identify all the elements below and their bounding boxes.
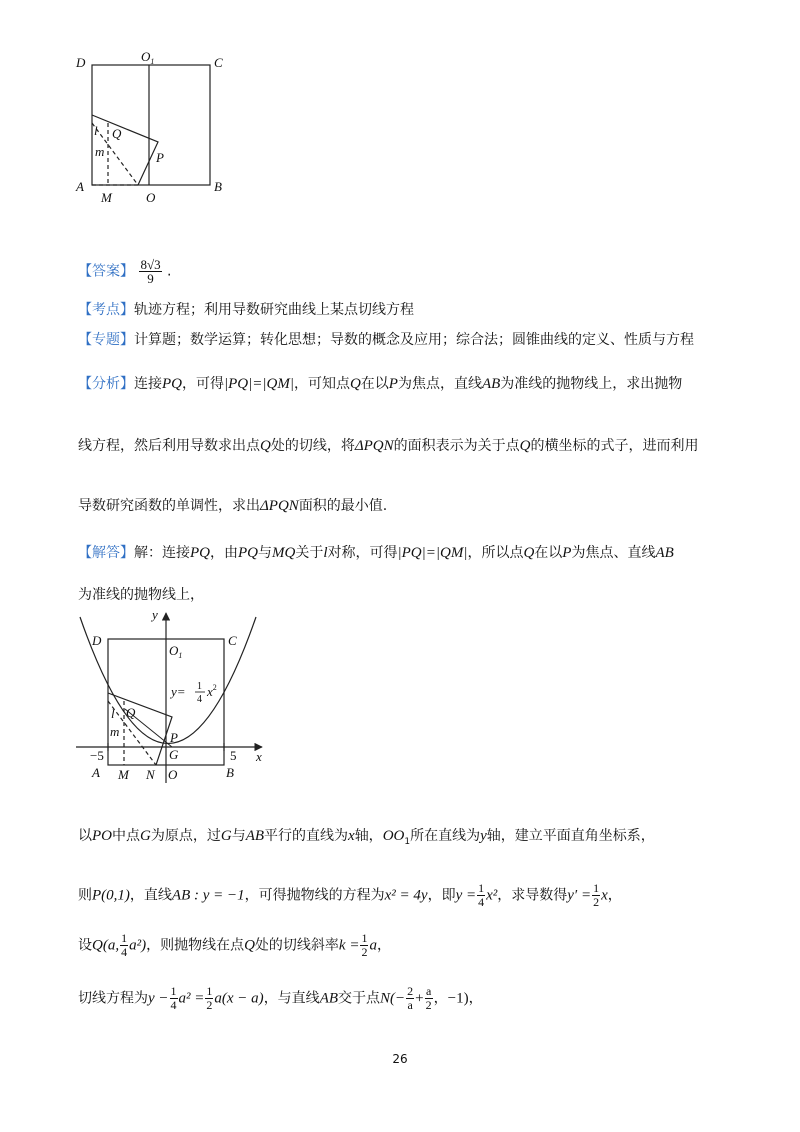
label-m-2: m <box>110 724 120 739</box>
square-abcd <box>92 65 210 185</box>
answer-fraction: $\frac{8√3}{9}$ <box>140 257 161 286</box>
label-N: N <box>146 767 155 782</box>
label-m: m <box>95 144 105 159</box>
label-P: P <box>156 150 164 165</box>
label-minus-5: −5 <box>90 748 104 763</box>
fenxi-line-1: 【分析】连接PQ，可得|PQ|=|QM|，可知点Q在以P为焦点，直线AB为准线的抛物线上，求出抛物 <box>78 376 683 392</box>
label-A: A <box>76 179 84 194</box>
label-B: B <box>214 179 222 194</box>
fenxi-line-3: 导数研究函数的单调性，求出ΔPQN面积的最小值. <box>78 498 388 514</box>
label-l: l <box>94 123 98 138</box>
label-G: G <box>169 747 179 762</box>
body-line-3: 设Q(a, $\frac{1}{4}$ a²)，则抛物线在点Q处的切线斜率k = $\frac{1}{2}$ a， <box>78 931 391 959</box>
label-l-2: l <box>111 706 115 721</box>
fenxi-line-2: 线方程，然后利用导数求出点Q处的切线，将ΔPQN的面积表示为关于点Q的横坐标的式子，进而利用 <box>78 438 699 454</box>
body-line-2: 则P(0,1)，直线AB : y = −1，可得抛物线的方程为x² = 4y，即y = $\frac{1}{4}$ x²，求导数得y′ = $\frac{1}{2}$ x， <box>78 881 622 909</box>
label-M-2: M <box>118 767 129 782</box>
label-O-2: O <box>168 767 178 782</box>
label-x-axis: x <box>256 749 262 764</box>
label-O: O <box>146 190 156 205</box>
label-P-2: P <box>170 730 178 745</box>
answer-tag: 【答案】 <box>78 263 134 280</box>
label-A-2: A <box>92 765 100 780</box>
label-Q-2: Q <box>126 705 136 720</box>
kaodian-line: 【考点】轨迹方程；利用导数研究曲线上某点切线方程 <box>78 302 414 318</box>
label-M: M <box>101 190 112 205</box>
label-Q: Q <box>112 126 122 141</box>
jieda-line-2: 为准线的抛物线上， <box>78 587 204 603</box>
label-B-2: B <box>226 765 234 780</box>
label-plus-5: 5 <box>230 748 237 763</box>
page-number: 26 <box>392 1052 408 1066</box>
label-C-2: C <box>228 633 237 648</box>
label-D-2: D <box>92 633 102 648</box>
body-line-1: 以PO中点G为原点，过G与AB平行的直线为x轴，$OO_1$所在直线为y轴，建立平面直角坐标系， <box>78 828 655 847</box>
zhuanti-line: 【专题】计算题；数学运算；转化思想；导数的概念及应用；综合法；圆锥曲线的定义、性质与方程 <box>78 332 694 348</box>
label-C: C <box>214 55 223 70</box>
jieda-line-1: 【解答】解：连接PQ，由PQ与MQ关于l对称，可得|PQ|=|QM|，所以点Q在以P为焦点、直线AB <box>78 545 674 561</box>
label-O1-2: $O_1$ <box>169 643 183 660</box>
answer-line: 【答案】 $\frac{8√3}{9}$ . <box>78 257 172 286</box>
label-O1: $O_1$ <box>141 49 155 66</box>
body-line-4: 切线方程为y − $\frac{1}{4}$ a² = $\frac{1}{2}$ a(x − a)，与直线AB交于点N(− $\frac{2}{a}$ + $\frac{a}{2}$ ，−1)， <box>78 984 483 1012</box>
label-D: D <box>76 55 86 70</box>
figure-2 <box>70 605 280 785</box>
label-y-axis: y <box>152 607 158 622</box>
label-equation: y= 1 $4x^2$ <box>171 681 217 705</box>
figure-1 <box>70 45 240 210</box>
